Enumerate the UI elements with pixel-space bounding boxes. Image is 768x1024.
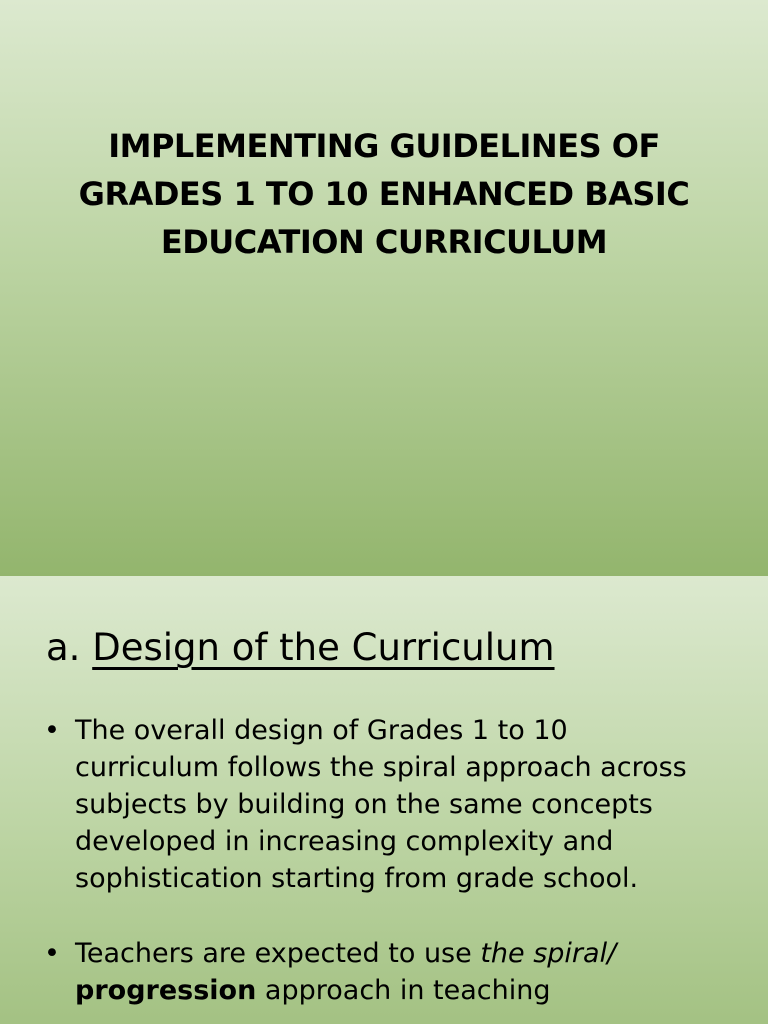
- title-line-1: IMPLEMENTING GUIDELINES OF: [108, 127, 660, 165]
- bullet-icon: •: [44, 938, 60, 969]
- bullet-2-bold-text: progression: [75, 975, 257, 1006]
- bullet-1-line-5: sophistication starting from grade school.: [75, 863, 639, 894]
- title-line-3: EDUCATION CURRICULUM: [160, 223, 608, 261]
- heading-text: Design of the Curriculum: [92, 626, 555, 669]
- bullet-1-line-3: subjects by building on the same concepts: [75, 789, 653, 820]
- bullet-2-line-2: [75, 972, 744, 1009]
- bullet-2-line-1: [75, 935, 744, 972]
- slide-title: [40, 122, 728, 266]
- heading-prefix: a.: [46, 626, 81, 669]
- section-heading: [46, 622, 555, 674]
- bullet-2-text-end: approach in teaching: [264, 975, 551, 1006]
- bullet-icon: •: [44, 715, 60, 746]
- title-line-2: GRADES 1 TO 10 ENHANCED BASIC: [78, 175, 690, 213]
- bullet-1-line-2: curriculum follows the spiral approach across: [75, 752, 687, 783]
- bullet-1-line-4: developed in increasing complexity and: [75, 826, 614, 857]
- bullet-list: [44, 712, 744, 1024]
- bullet-item-1: [44, 712, 744, 897]
- bullet-item-2: [44, 935, 744, 1009]
- slide-2: [0, 576, 768, 1024]
- bullet-1-line-1: The overall design of Grades 1 to 10: [75, 715, 568, 746]
- bullet-2-italic-text: the spiral/: [480, 938, 617, 969]
- bullet-2-text: Teachers are expected to use: [75, 938, 472, 969]
